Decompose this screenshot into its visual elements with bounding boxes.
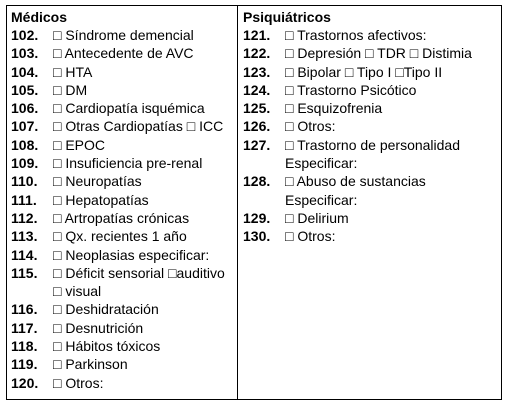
medical-item [11,264,233,282]
medical-item [11,172,233,190]
item-continuation: Especificar: [285,155,358,172]
item-number: 102. [11,27,39,43]
item-number: 122. [243,45,271,62]
medical-item [11,81,233,99]
item-checkbox-label[interactable]: □ Depresión □ TDR □ Distimia [285,45,472,62]
item-number: 105. [11,81,39,98]
item-checkbox-label[interactable]: □ Síndrome demencial [53,27,194,43]
item-number: 120. [11,374,39,391]
item-number: 118. [11,338,38,355]
psychiatric-item [243,209,499,227]
item-number: 112. [11,209,38,226]
item-number: 121. [243,27,271,43]
psychiatric-item [243,44,499,62]
item-checkbox-label[interactable]: □ Bipolar □ Tipo I □Tipo II [285,63,443,80]
item-checkbox-label[interactable]: □ Trastorno Psicótico [285,81,417,98]
item-checkbox-label[interactable]: □ Trastorno de personalidad [285,136,461,153]
item-checkbox-label[interactable]: □ Otros: [53,374,104,391]
item-checkbox-label[interactable]: □ Trastornos afectivos: [285,27,427,43]
item-checkbox-label[interactable]: □ Cardiopatía isquémica [53,100,205,117]
item-number: 124. [243,81,271,98]
medical-item [11,26,233,44]
item-checkbox-label[interactable]: □ Deshidratación [53,301,159,318]
item-number: 103. [11,45,39,62]
medical-item [11,63,233,81]
medical-item [11,117,233,135]
item-number: 127. [243,136,271,153]
psychiatric-item [243,227,499,245]
item-checkbox-label[interactable]: □ Hábitos tóxicos [53,338,161,355]
medical-item [11,246,233,264]
medical-item [11,374,233,392]
medical-item [11,227,233,245]
item-checkbox-label[interactable]: □ Artropatías crónicas [53,209,190,226]
item-checkbox-label[interactable]: □ EPOC [53,136,106,153]
item-continuation: Especificar: [285,191,358,208]
item-number: 106. [11,100,39,117]
item-number: 117. [11,319,38,336]
item-checkbox-label[interactable]: □ Neuropatías [53,173,142,190]
item-number: 114. [11,246,38,263]
medical-column [11,9,233,392]
psychiatric-item [243,81,499,99]
psychiatric-item [243,117,499,135]
psychiatric-header: Psiquiátricos [243,9,331,25]
item-number: 119. [11,356,38,373]
psychiatric-column [243,9,499,246]
medical-item [11,355,233,373]
medical-list [11,26,233,392]
item-checkbox-label[interactable]: □ Abuso de sustancias [285,173,426,190]
medical-item [11,209,233,227]
item-number: 116. [11,301,38,318]
psychiatric-list [243,26,499,246]
item-number: 104. [11,63,39,80]
item-number: 107. [11,118,39,135]
item-number: 109. [11,155,39,172]
medical-header: Médicos [11,9,68,25]
item-checkbox-label[interactable]: □ Déficit sensorial □auditivo [53,264,225,281]
item-number: 108. [11,136,39,153]
medical-item [11,154,233,172]
item-checkbox-label[interactable]: □ Neoplasias especificar: [53,246,210,263]
psychiatric-item [243,172,499,190]
psychiatric-item [243,26,499,44]
item-checkbox-label[interactable]: □ Desnutrición [53,319,144,336]
item-number: 111. [11,191,37,208]
history-table [6,5,502,400]
item-continuation: □ visual [53,283,102,300]
item-checkbox-label[interactable]: □ Parkinson [53,356,128,373]
item-number: 129. [243,209,271,226]
item-number: 130. [243,228,271,245]
item-checkbox-label[interactable]: □ Otros: [285,228,336,245]
item-number: 125. [243,100,271,117]
medical-item [11,99,233,117]
item-checkbox-label[interactable]: □ Hepatopatías [53,191,149,208]
psychiatric-item [243,136,499,154]
medical-item [11,191,233,209]
item-checkbox-label[interactable]: □ Otros: [285,118,336,135]
item-checkbox-label[interactable]: □ Otras Cardiopatías □ ICC [53,118,224,135]
column-divider [237,6,238,399]
item-number: 126. [243,118,271,135]
medical-item [11,136,233,154]
item-checkbox-label[interactable]: □ Insuficiencia pre-renal [53,155,203,172]
medical-item [11,337,233,355]
item-checkbox-label[interactable]: □ Delirium [285,209,349,226]
psychiatric-item [243,99,499,117]
item-checkbox-label[interactable]: □ HTA [53,63,93,80]
item-checkbox-label[interactable]: □ Qx. recientes 1 año [53,228,187,245]
medical-item [11,300,233,318]
item-number: 115. [11,264,38,281]
item-number: 113. [11,228,38,245]
item-number: 123. [243,63,271,80]
medical-item [11,44,233,62]
item-number: 110. [11,173,38,190]
item-number: 128. [243,173,271,190]
medical-item [11,319,233,337]
item-checkbox-label[interactable]: □ Antecedente de AVC [53,45,194,62]
item-checkbox-label[interactable]: □ DM [53,81,88,98]
psychiatric-item [243,63,499,81]
item-checkbox-label[interactable]: □ Esquizofrenia [285,100,383,117]
